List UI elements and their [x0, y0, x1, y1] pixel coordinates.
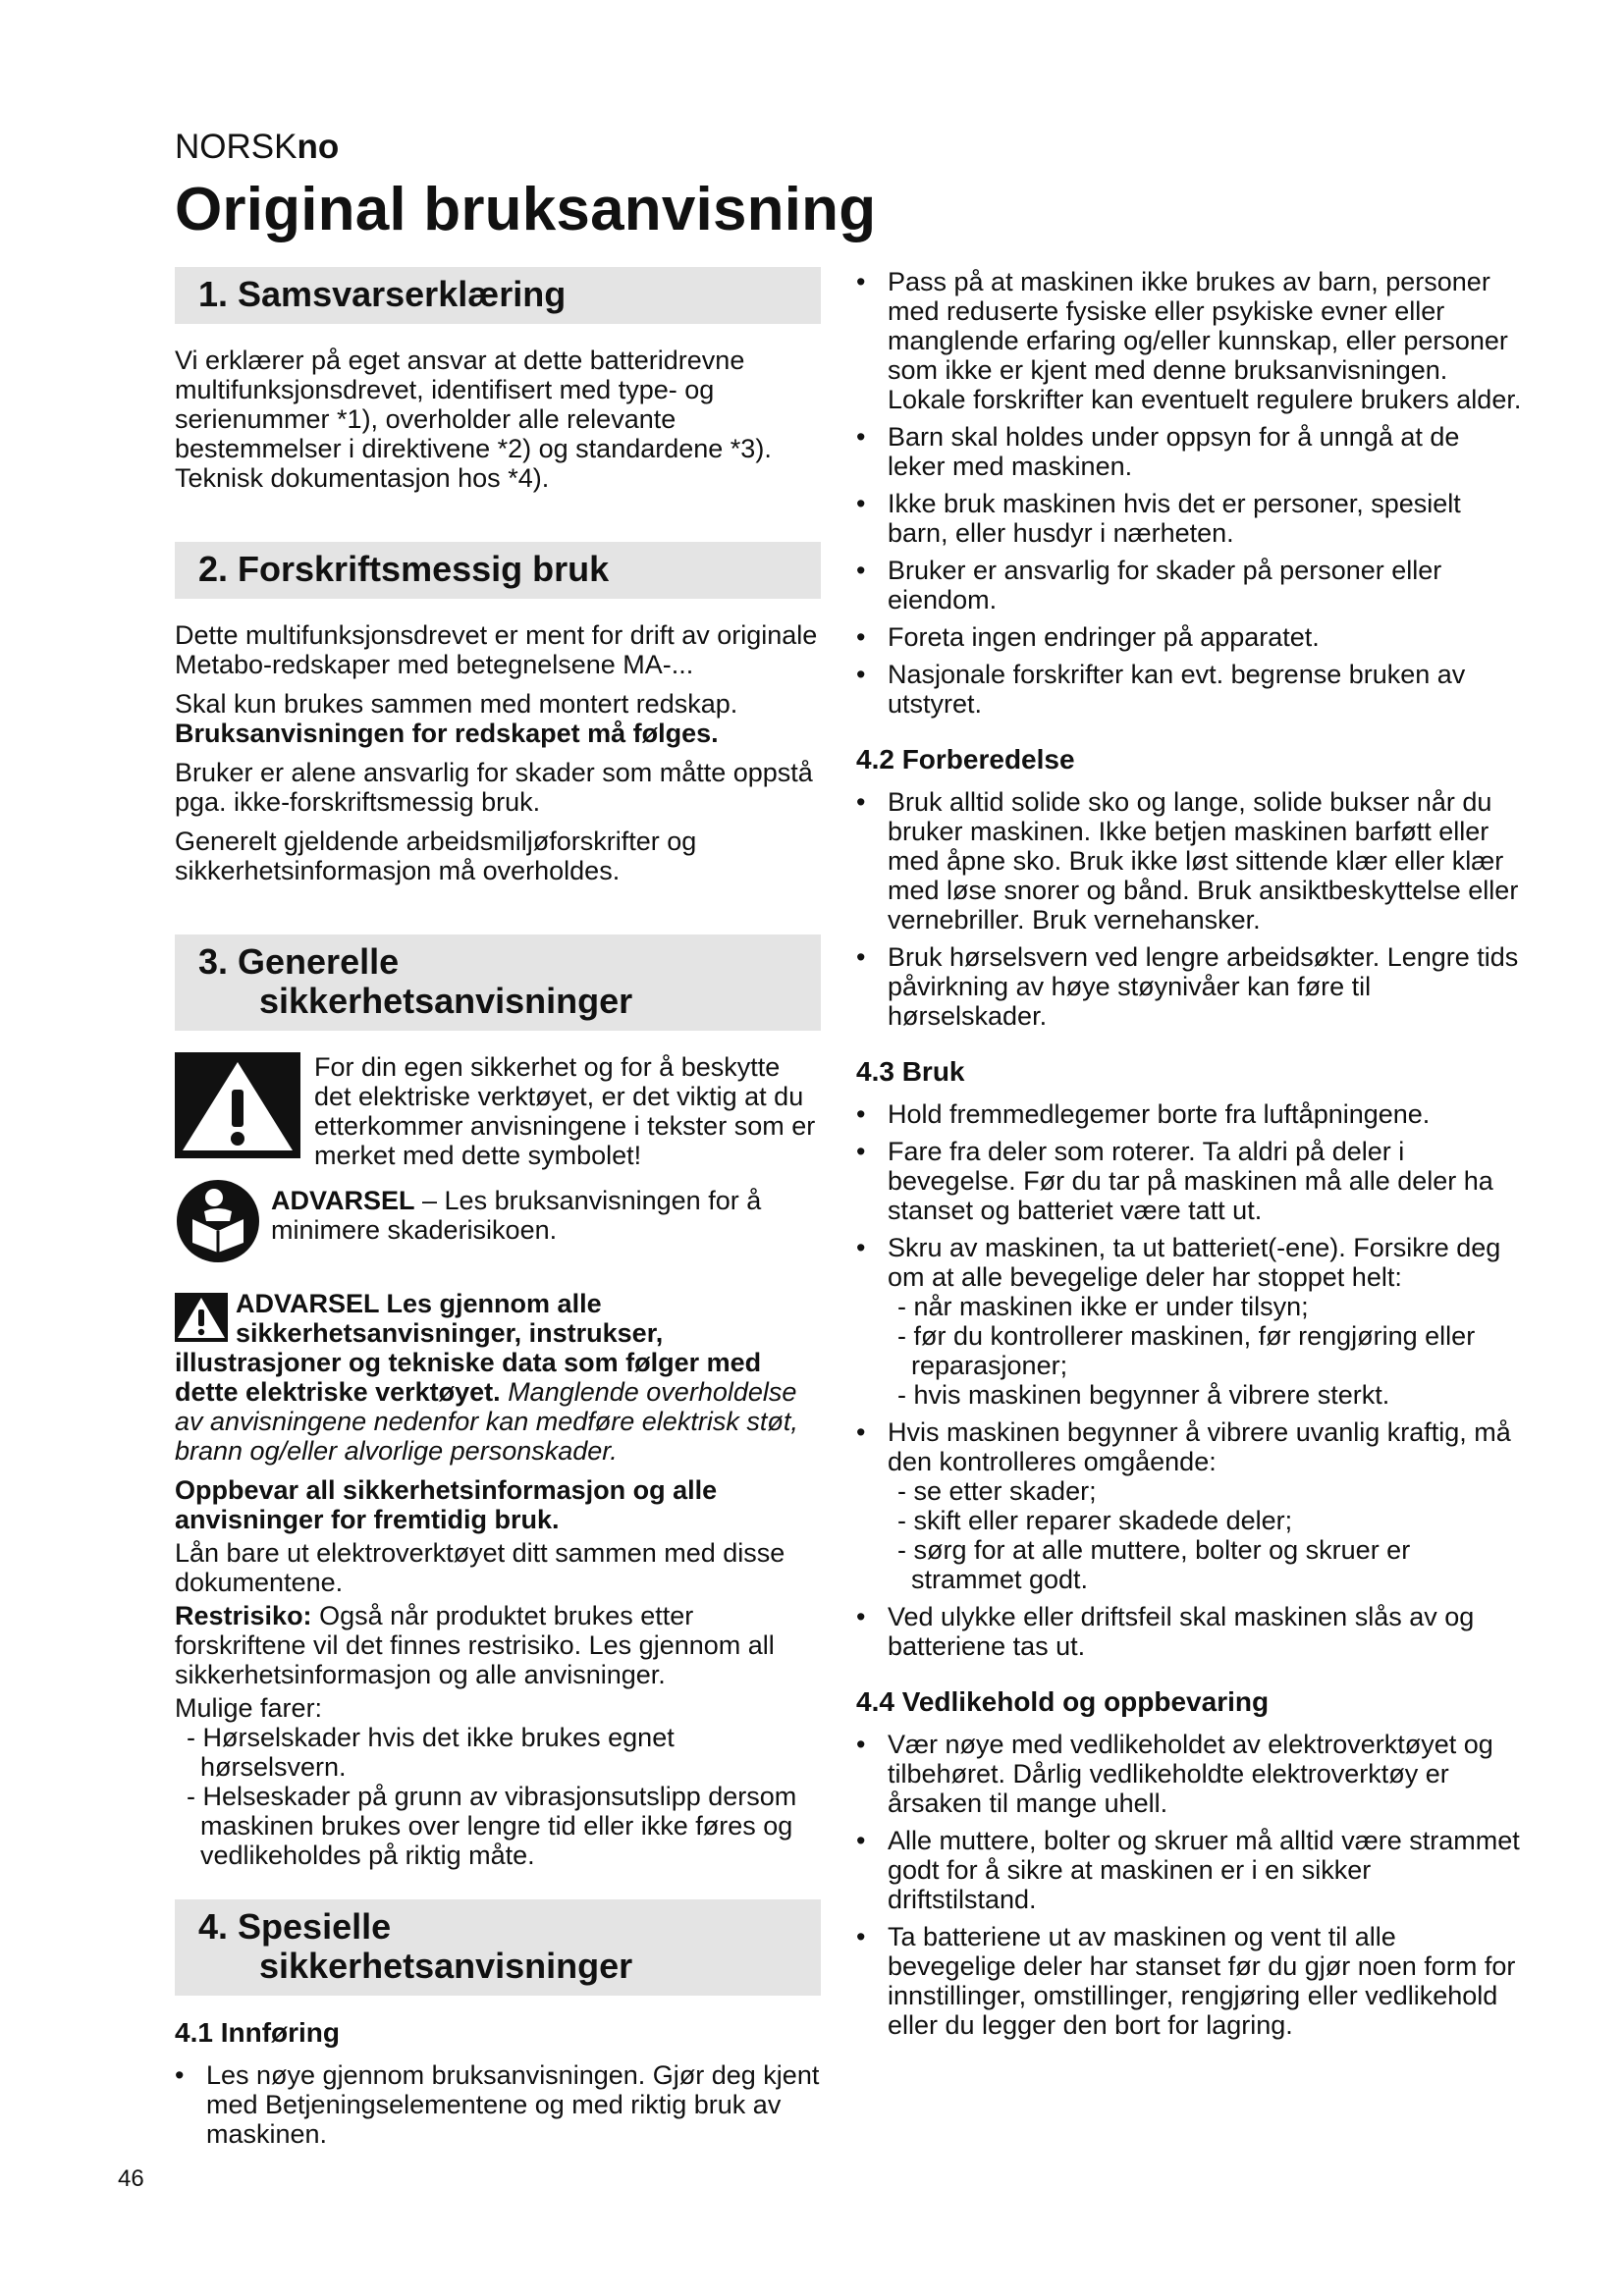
page-title: Original bruksanvisning — [175, 176, 877, 243]
section-2-heading: 2. Forskriftsmessig bruk — [175, 542, 821, 599]
s2-p4: Generelt gjeldende arbeidsmiljøforskrifter og sikkerhetsinformasjon må overholdes. — [175, 827, 697, 885]
language-label — [175, 128, 339, 167]
s2-p3: Bruker er alene ansvarlig for skader som måtte oppstå pga. ikke-forskriftsmessig bruk. — [175, 758, 813, 817]
read-manual-text: ADVARSEL – Les bruksanvisningen for å minimere skaderisikoen. — [271, 1186, 762, 1245]
dash-item: - før du kontrollerer maskinen, før rengjøring eller reparasjoner; — [897, 1321, 1476, 1380]
list-item: • Fare fra deler som roterer. Ta aldri på deler i bevegelse. Før du tar på maskinen må alle deler ha stanset og batteriet være tatt ut. — [856, 1137, 1524, 1225]
page-number: 46 — [118, 2165, 144, 2192]
intro-list — [175, 2060, 821, 2149]
read-manual-icon — [175, 1178, 261, 1269]
list-item: • Les nøye gjennom bruksanvisningen. Gjør deg kjent med Betjeningselementene og med riktig bruk av maskinen. — [175, 2060, 821, 2149]
list-item: - Helseskader på grunn av vibrasjonsutslipp dersom maskinen brukes over lengre tid eller ikke føres og vedlikeholdes på riktig måte. — [187, 1782, 797, 1870]
section-1-heading: 1. Samsvarserklæring — [175, 267, 821, 324]
list-item: • Pass på at maskinen ikke brukes av barn, personer med reduserte fysiske eller psykiske evner eller manglende erfaring og/eller kunnskap, eller personer som ikke er kjent med denne bruksanvisningen. Lokale forskrifter kan eventuelt regulere brukers alder. — [856, 267, 1524, 414]
list-item: • Ikke bruk maskinen hvis det er personer, spesielt barn, eller husdyr i nærheten. — [856, 489, 1524, 548]
section-3-heading: 3. Generelle sikkerhetsanvisninger — [175, 934, 821, 1031]
prep-list — [856, 787, 1524, 1031]
subheading-4-2: 4.2 Forberedelse — [856, 744, 1075, 774]
list-item: • Ved ulykke eller driftsfeil skal maskinen slås av og batteriene tas ut. — [856, 1602, 1524, 1661]
dash-item: - sørg for at alle muttere, bolter og skruer er strammet godt. — [897, 1535, 1411, 1594]
subheading-4-1: 4.1 Innføring — [175, 2017, 340, 2048]
read-manual-row — [175, 1178, 821, 1269]
intro-list-continued — [856, 267, 1524, 719]
list-item: • Ta batteriene ut av maskinen og vent til alle bevegelige deler har stanset før du gjør noen form for innstillinger, omstillinger, rengjøring eller vedlikehold eller du legger den bort for lagring. — [856, 1922, 1524, 2040]
lend-text: Lån bare ut elektroverktøyet ditt sammen med disse dokumentene. — [175, 1538, 785, 1597]
left-column — [175, 267, 821, 2157]
list-item: • Hold fremmedlegemer borte fra luftåpningene. — [856, 1099, 1524, 1129]
general-warning: ADVARSEL Les gjennom alle sikkerhetsanvisninger, instrukser, illustrasjoner og tekniske data som følger med dette elektriske verktøyet. Manglende overholdelse av anvisningene nedenfor kan medføre elektrisk støt, brann og/eller alvorlige personskader. — [175, 1289, 798, 1466]
use-list — [856, 1099, 1524, 1661]
warning-triangle-icon — [175, 1293, 228, 1348]
list-item: • Bruker er ansvarlig for skader på personer eller eiendom. — [856, 556, 1524, 614]
list-item: • Barn skal holdes under oppsyn for å unngå at de leker med maskinen. — [856, 422, 1524, 481]
list-item: • Nasjonale forskrifter kan evt. begrense bruken av utstyret. — [856, 660, 1524, 719]
list-item: - Hørselskader hvis det ikke brukes egnet hørselsvern. — [187, 1723, 675, 1782]
language-name: NORSK — [175, 128, 298, 166]
subheading-4-4: 4.4 Vedlikehold og oppbevaring — [856, 1686, 1270, 1717]
dash-item: - skift eller reparer skadede deler; — [897, 1506, 1293, 1535]
residual-risk: Restrisiko: Også når produktet brukes etter forskriftene vil det finnes restrisiko. Les gjennom all sikkerhetsinformasjon og alle anvisninger. — [175, 1601, 775, 1689]
dash-item: - se etter skader; — [897, 1476, 1097, 1506]
list-item: • Bruk alltid solide sko og lange, solide bukser når du bruker maskinen. Ikke betjen maskinen barføtt eller med åpne sko. Bruk ikke løst sittende klær eller klær med løse snorer og bånd. Bruk ansiktbeskyttelse eller vernebriller. Bruk vernehansker. — [856, 787, 1524, 934]
warning-symbol-row — [175, 1052, 821, 1170]
list-item: • Foreta ingen endringer på apparatet. — [856, 622, 1524, 652]
dash-item: - hvis maskinen begynner å vibrere sterkt. — [897, 1380, 1390, 1410]
maintenance-list — [856, 1730, 1524, 2040]
s2-p1: Dette multifunksjonsdrevet er ment for drift av originale Metabo-redskaper med betegnelsene MA-... — [175, 620, 818, 679]
list-item: • Alle muttere, bolter og skruer må alltid være strammet godt for å sikre at maskinen er i en sikker driftstilstand. — [856, 1826, 1524, 1914]
warning-triangle-icon — [175, 1052, 300, 1163]
section-4-heading: 4. Spesielle sikkerhetsanvisninger — [175, 1899, 821, 1996]
s2-p2: Skal kun brukes sammen med montert redskap. Bruksanvisningen for redskapet må følges. — [175, 689, 738, 748]
list-item: • Vær nøye med vedlikeholdet av elektroverktøyet og tilbehøret. Dårlig vedlikeholdte elektroverktøy er årsaken til mange uhell. — [856, 1730, 1524, 1818]
language-code: no — [297, 128, 340, 166]
list-item: • Hvis maskinen begynner å vibrere uvanlig kraftig, må den kontrolleres omgående: - se etter skader; - skift eller reparer skadede deler; - sørg for at alle muttere, bolter og skruer er strammet godt. — [856, 1417, 1524, 1594]
right-column — [856, 267, 1524, 2048]
keep-instructions: Oppbevar all sikkerhetsinformasjon og alle anvisninger for fremtidig bruk. — [175, 1475, 718, 1534]
dash-item: - når maskinen ikke er under tilsyn; — [897, 1292, 1309, 1321]
subheading-4-3: 4.3 Bruk — [856, 1056, 965, 1087]
symbol-text: For din egen sikkerhet og for å beskytte det elektriske verktøyet, er det viktig at du etterkommer anvisningene i tekster som er merket med dette symbolet! — [314, 1052, 816, 1170]
list-item: • Bruk hørselsvern ved lengre arbeidsøkter. Lengre tids påvirkning av høye støynivåer kan føre til hørselskader. — [856, 942, 1524, 1031]
s1-text: Vi erklærer på eget ansvar at dette batteridrevne multifunksjonsdrevet, identifisert med type- og serienummer *1), overholder alle relevante bestemmelser i direktivene *2) og standardene *3). Teknisk dokumentasjon hos *4). — [175, 346, 772, 493]
hazards-list — [175, 1723, 821, 1870]
hazards-label: Mulige farer: — [175, 1693, 323, 1723]
list-item: • Skru av maskinen, ta ut batteriet(-ene). Forsikre deg om at alle bevegelige deler har stoppet helt: - når maskinen ikke er under tilsyn; - før du kontrollerer maskinen, før rengjøring eller reparasjoner; - hvis maskinen begynner å vibrere sterkt. — [856, 1233, 1524, 1410]
